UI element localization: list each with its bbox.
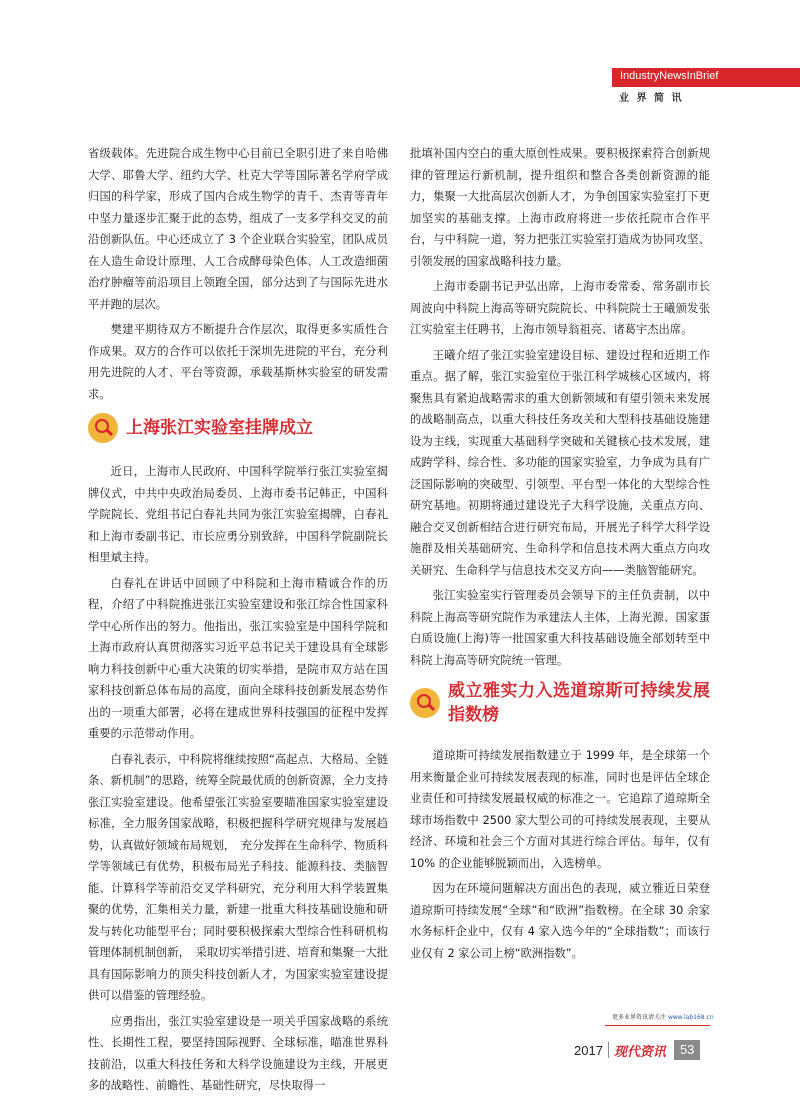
section-header-tab [612, 68, 800, 87]
paragraph: 近日，上海市人民政府、中国科学院举行张江实验室揭牌仪式，中共中央政治局委员、上海市委书记韩正，中国科学院院长、党组书记白春礼共同为张江实验室揭牌，白春礼和上海市委副书记、市长应勇分别致辞，中国科学院副院长相里斌主持。 [88, 465, 388, 564]
paragraph: 王曦介绍了张江实验室建设目标、建设过程和近期工作重点。据了解，张江实验室位于张江科学城核心区域内，将聚焦具有紧迫战略需求的重大创新领域和有望引领未来发展的战略制高点，以重大科技任务攻关和大型科技基础设施建设为主线，实现重大基础科学突破和关键核心技术发展，建成跨学科、综合性、多功能的国家实验室，力争成为具有广泛国际影响的突破型、引领型、平台型一体化的大型综合性研究基地。初期将通过建设光子大科学设施，关重点方向、融合交叉创新相结合进行研究布局，开展光子科学大科学设施群及相关基础研究、生命科学和信息技术两大重点方向攻关研究、生命科学与信息技术交叉方向——类脑智能研究。 [410, 348, 710, 577]
footer-year: 2017 [574, 1042, 603, 1058]
magazine-logo: 现代资讯 [613, 1044, 666, 1060]
left-column [88, 143, 388, 1101]
paragraph: 张江实验室实行管理委员会领导下的主任负责制，以中科院上海高等研究院作为承建法人主体，上海光源、国家蛋白质设施(上海)等一批国家重大科技基础设施全部划转至中科院上海高等研究院统一管理。 [410, 589, 710, 667]
article-heading [88, 413, 388, 443]
paragraph: 批填补国内空白的重大原创性成果。要积极探索符合创新规律的管理运行新机制，提升组织和整合各类创新资源的能力，集聚一大批高层次创新人才，为争创国家实验室打下更加坚实的基础支撑。上海市政府将进一步依托院市合作平台，与中科院一道，努力把张江实验室打造成为协同攻坚、引领发展的国家战略科技力量。 [410, 147, 710, 268]
paragraph: 樊建平期待双方不断提升合作层次，取得更多实质性合作成果。双方的合作可以依托于深圳先进院的平台，充分利用先进院的人才、平台等资源，承载基斯林实验室的研发需求。 [88, 323, 388, 401]
article-title: 上海张江实验室挂牌成立 [126, 418, 313, 438]
paragraph: 省级载体。先进院合成生物中心目前已全职引进了来自哈佛大学、耶鲁大学、纽约大学、杜克大学等国际著名学府学成归国的科学家，形成了国内合成生物学的青千、杰青等青年中坚力量逐步汇聚于此的态势，组成了一支多学科交叉的前沿创新队伍。中心还成立了 3 个企业联合实验室，团队成员在人造生命设计原理、人工合成酵母染色体、人工改造细菌治疗肿瘤等前沿项目上领跑全国，部分达到了与国际先进水平并跑的层次。 [88, 147, 388, 311]
paragraph: 因为在环境问题解决方面出色的表现，威立雅近日荣登道琼斯可持续发展“全球”和“欧洲”指数榜。在全球 30 余家水务标杆企业中，仅有 4 家入选今年的“全球指数”；而该行业仅有 2 家公司上榜“欧洲指数”。 [410, 882, 710, 960]
paragraph: 白春礼在讲话中回顾了中科院和上海市精诚合作的历程，介绍了中科院推进张江实验室建设和张江综合性国家科学中心所作出的努力。他指出，张江实验室是中国科学院和上海市政府认真贯彻落实习近平总书记关于建设具有全球影响力科技创新中心重大决策的切实举措，是院市双方站在国家科技创新总体布局的高度，面向全球科技创新发展态势作出的一项重大部署，必将在建成世界科技强国的征程中发挥重要的示范带动作用。 [88, 576, 388, 740]
section-header-subtitle: 业 界 简 讯 [619, 93, 684, 104]
section-header-title: IndustryNewsInBrief [620, 70, 719, 82]
magnifier-icon [88, 413, 118, 443]
magnifier-icon [410, 688, 440, 718]
paragraph: 上海市委副书记尹弘出席，上海市委常委、常务副市长周波向中科院上海高等研究院院长、中科院院士王曦颁发张江实验室主任聘书，上海市领导翁祖亮、诸葛宇杰出席。 [410, 280, 710, 336]
page-footer [574, 1040, 700, 1060]
footer-link [612, 1012, 714, 1021]
footer-link-url[interactable]: www.lab168.cn [667, 1014, 714, 1021]
right-column [410, 143, 710, 968]
page-number: 53 [674, 1040, 700, 1060]
article-heading [410, 679, 710, 727]
footer-link-text: 更多业界资讯请关注 [612, 1014, 667, 1021]
footer-separator [608, 1042, 609, 1058]
paragraph: 道琼斯可持续发展指数建立于 1999 年，是全球第一个用来衡量企业可持续发展表现的标准，同时也是评估全球企业责任和可持续发展最权威的标准之一。它追踪了道琼斯全球市场指数中 2500 家大型公司的可持续发展表现，主要从经济、环境和社会三个方面对其进行综合评估。每年，仅有 10% 的企业能够脱颖而出，入选榜单。 [410, 749, 710, 870]
paragraph: 白春礼表示，中科院将继续按照“高起点、大格局、全链条、新机制”的思路，统筹全院最优质的创新资源，全力支持张江实验室建设。他希望张江实验室要瞄准国家实验室建设标准，全力服务国家战略，积极把握科学研究规律与发展趋势，认真做好领域布局规划， 充分发挥在生命科学、物质科学等领域已有优势，积极布局光子科技、能源科技、类脑智能、计算科学等前沿交叉学科研究，充分利用大科学装置集聚的优势，汇集相关力量，新建一批重大科技基础设施和研发与转化功能型平台；同时要积极探索大型综合性科研机构管理体制机制创新， 采取切实举措引进、培育和集聚一大批具有国际影响力的顶尖科技创新人才，为国家实验室建设提供可以借鉴的管理经验。 [88, 752, 388, 1002]
footer-rule [605, 1025, 710, 1026]
article-title: 威立雅实力入选道琼斯可持续发展指数榜 [448, 681, 710, 725]
paragraph: 应勇指出，张江实验室建设是一项关乎国家战略的系统性、长期性工程，要坚持国际视野、全球标准，瞄准世界科技前沿，以重大科技任务和大科学设施建设为主线，开展更多的战略性、前瞻性、基础性研究，尽快取得一 [88, 1014, 388, 1092]
